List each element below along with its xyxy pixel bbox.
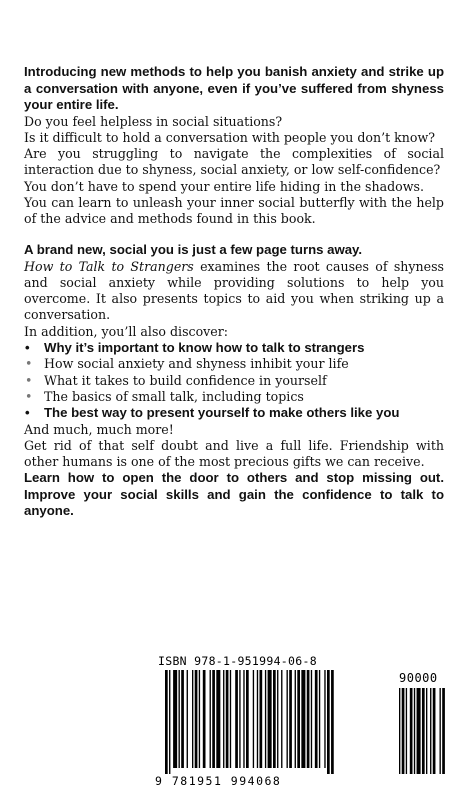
barcode-addon-bar [426,688,427,774]
barcode-bar [307,670,310,768]
discover-list [24,340,444,422]
barcode-addon-bar [430,688,431,774]
list-item: • Why it’s important to know how to talk to strangers [24,340,444,357]
barcode-addon-bar [414,688,415,774]
barcode-bar [199,670,200,768]
description-text: examines the root causes of shyness and social anxiety while providing solutions to help you overcome. It also presents topics to aid you when striking up a conversation. [24,258,444,323]
barcode-bar [243,670,244,768]
barcode-bar [289,670,292,768]
barcode-bar [260,670,263,768]
barcode-bar [169,670,170,774]
intro-line-1: Do you feel helpless in social situations? [24,113,283,129]
barcode-bar [195,670,198,768]
list-item: • How social anxiety and shyness inhibit your life [24,356,444,372]
barcode-bar [216,670,220,768]
barcode-bar [257,670,258,768]
barcode-bar [319,670,320,768]
call-to-action: Learn how to open the door to others and stop missing out. Improve your social skills and gain the confidence to talk to anyone. [24,470,444,519]
discover-intro: In addition, you’ll also discover: [24,323,229,339]
barcode-bar [297,670,300,768]
intro-line-4: You don’t have to spend your entire life hiding in the shadows. [24,178,425,194]
barcode-bar [311,670,312,768]
closing-text: Get rid of that self doubt and live a full life. Friendship with other humans is one of the most precious gifts we can receive. [24,437,444,470]
barcode-addon-bar [433,688,436,774]
list-item: • The best way to present yourself to make others like you [24,405,444,422]
barcode-bars [155,670,455,774]
barcode-bar [223,670,224,768]
barcode-addon-bar [422,688,425,774]
price-code: 90000 [399,671,438,685]
barcode-bar [324,670,325,768]
barcode-bar [230,670,231,768]
barcode-bar [287,670,288,768]
barcode-bar [165,670,168,774]
intro-headline: Introducing new methods to help you banish anxiety and strike up a conversation with anyone, even if you’ve suffered from shyness your entire life. [24,64,444,113]
barcode-bar [281,670,282,768]
barcode-bar [277,670,278,768]
barcode-bar [203,670,206,768]
isbn-barcode [155,654,459,788]
paragraph-gap [24,227,444,242]
barcode-bar [226,670,229,768]
barcode-bar [187,670,188,768]
barcode-bar [327,670,330,774]
barcode-bar [173,670,177,768]
barcode-bar [246,670,249,768]
isbn-label: ISBN 978-1-951994-06-8 [158,654,317,668]
barcode-bar [181,670,184,768]
barcode-bar [192,670,193,768]
barcode-bar [212,670,215,768]
barcode-bar [265,670,266,768]
barcode-digits: 9 781951 994068 [155,774,282,788]
barcode-bar [253,670,254,768]
list-item: • The basics of small talk, including topics [24,389,444,405]
barcode-addon-bar [399,688,400,774]
list-item: • What it takes to build confidence in yourself [24,373,444,389]
section2-headline: A brand new, social you is just a few page turns away. [24,242,363,258]
intro-line-5: You can learn to unleash your inner social butterfly with the help of the advice and methods found in this book. [24,194,444,226]
book-title: How to Talk to Strangers [24,258,194,274]
barcode-addon-bar [440,688,441,774]
barcode-bar [179,670,180,768]
barcode-addon-bar [410,688,413,774]
barcode-bar [235,670,238,768]
barcode-addon-bar [406,688,407,774]
back-cover-text [24,64,444,520]
intro-line-3: Are you struggling to navigate the complexities of social interaction due to shyness, social anxiety, or low self-confidence? [24,146,444,178]
barcode-bar [295,670,296,768]
barcode-addon-bar [417,688,421,774]
barcode-bar [210,670,211,768]
barcode-bar [301,670,305,768]
intro-line-2: Is it difficult to hold a conversation with people you don’t know? [24,129,436,145]
much-more: And much, much more! [24,421,174,437]
barcode-bar [268,670,272,768]
book-description [24,259,444,324]
barcode-addon-bar [402,688,405,774]
barcode-bar [331,670,334,774]
barcode-bar [273,670,276,768]
barcode-bar [315,670,318,768]
barcode-bar [239,670,240,768]
barcode-addon-bar [442,688,445,774]
